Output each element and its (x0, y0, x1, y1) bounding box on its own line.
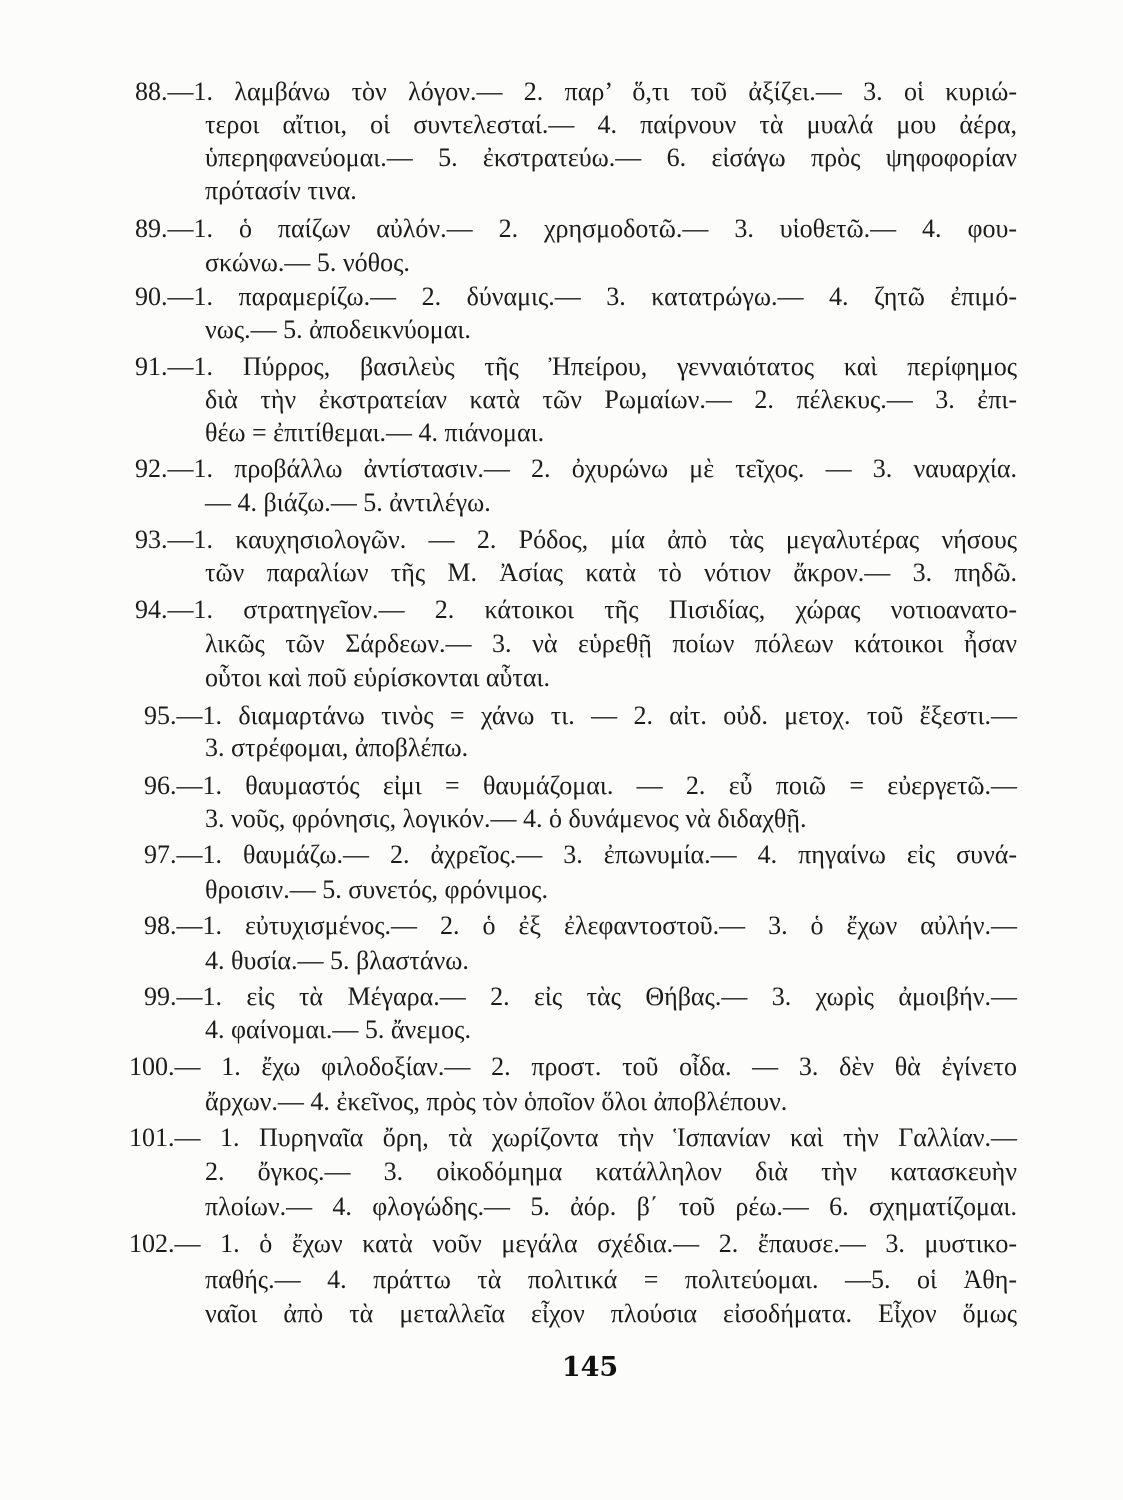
entry-98-line: 98.—1. εὐτυχισμένος.— 2. ὁ ἐξ ἐλεφαντοστοῦ.— 3. ὁ ἔχων αὐλήν.— (144, 911, 1017, 940)
text-line: τῶν παραλίων τῆς Μ. Ἀσίας κατὰ τὸ νότιον ἄκρον.— 3. πηδῶ. (205, 558, 1017, 587)
entry-100-line: 100.— 1. ἔχω φιλοδοξίαν.— 2. προστ. τοῦ οἶδα. — 3. δὲν θὰ ἐγίνετο (129, 1052, 1017, 1081)
entry-94-line: 94.—1. στρατηγεῖον.— 2. κάτοικοι τῆς Πισιδίας, χώρας νοτιοανατο- (135, 595, 1017, 624)
entry-89-line: 89.—1. ὁ παίζων αὐλόν.— 2. χρησμοδοτῶ.— 3. υἱοθετῶ.— 4. φου- (135, 214, 1017, 243)
text-line: τεροι αἴτιοι, οἱ συντελεσταί.— 4. παίρνουν τὰ μυαλά μου ἀέρα, (205, 110, 1017, 139)
entry-99-line: 99.—1. εἰς τὰ Μέγαρα.— 2. εἰς τὰς Θήβας.— 3. χωρὶς ἀμοιβήν.— (144, 982, 1017, 1011)
entry-91-line: 91.—1. Πύρρος, βασιλεὺς τῆς Ἠπείρου, γενναιότατος καὶ περίφημος (135, 352, 1017, 381)
text-line: λικῶς τῶν Σάρδεων.— 3. νὰ εὑρεθῇ ποίων πόλεων κάτοικοι ἦσαν (205, 629, 1017, 658)
entry-90-line: 90.—1. παραμερίζω.— 2. δύναμις.— 3. κατατρώγω.— 4. ζητῶ ἐπιμό- (135, 282, 1017, 311)
text-line: σκώνω.— 5. νόθος. (205, 248, 410, 277)
text-line: 4. φαίνομαι.— 5. ἄνεμος. (205, 1015, 471, 1044)
entry-101-line: 101.— 1. Πυρηναῖα ὄρη, τὰ χωρίζοντα τὴν Ἱσπανίαν καὶ τὴν Γαλλίαν.— (129, 1123, 1017, 1152)
text-line: πρότασίν τινα. (205, 176, 357, 205)
text-line: 4. θυσία.— 5. βλαστάνω. (205, 946, 469, 975)
entry-88-line: 88.—1. λαμβάνω τὸν λόγον.— 2. παρ’ ὅ,τι τοῦ ἀξίζει.— 3. οἱ κυριώ- (135, 77, 1017, 106)
entry-102-line: 102.— 1. ὁ ἔχων κατὰ νοῦν μεγάλα σχέδια.— 2. ἔπαυσε.— 3. μυστικο- (129, 1229, 1017, 1258)
text-line: 2. ὄγκος.— 3. οἰκοδόμημα κατάλληλον διὰ τὴν κατασκευὴν (205, 1157, 1017, 1186)
text-line: 3. νοῦς, φρόνησις, λογικόν.— 4. ὁ δυνάμενος νὰ διδαχθῇ. (205, 804, 807, 833)
page-number: 145 (561, 1352, 619, 1383)
entry-97-line: 97.—1. θαυμάζω.— 2. ἀχρεῖος.— 3. ἐπωνυμία.— 4. πηγαίνω εἰς συνά- (144, 840, 1017, 869)
text-line: ναῖοι ἀπὸ τὰ μεταλλεῖα εἶχον πλούσια εἰσοδήματα. Εἶχον ὅμως (205, 1299, 1017, 1328)
entry-95-line: 95.—1. διαμαρτάνω τινὸς = χάνω τι. — 2. αἰτ. οὐδ. μετοχ. τοῦ ἔξεστι.— (144, 701, 1017, 730)
text-line: θροισιν.— 5. συνετός, φρόνιμος. (205, 875, 548, 904)
text-line: νως.— 5. ἀποδεικνύομαι. (205, 315, 471, 344)
text-line: 3. στρέφομαι, ἀποβλέπω. (205, 733, 469, 762)
text-line: παθής.— 4. πράττω τὰ πολιτικά = πολιτεύομαι. —5. οἱ Ἀθη- (205, 1265, 1017, 1294)
entry-96-line: 96.—1. θαυμαστός εἰμι = θαυμάζομαι. — 2. εὖ ποιῶ = εὐεργετῶ.— (144, 771, 1017, 800)
text-line: θέω = ἐπιτίθεμαι.— 4. πιάνομαι. (205, 418, 545, 447)
text-line: ὑπερηφανεύομαι.— 5. ἐκστρατεύω.— 6. εἰσάγω πρὸς ψηφοφορίαν (205, 143, 1017, 172)
text-line: ἄρχων.— 4. ἐκεῖνος, πρὸς τὸν ὁποῖον ὅλοι ἀποβλέπουν. (205, 1087, 788, 1116)
text-line: πλοίων.— 4. φλογώδης.— 5. ἀόρ. β΄ τοῦ ρέω.— 6. σχηματίζομαι. (205, 1192, 1017, 1221)
entry-93-line: 93.—1. καυχησιολογῶν. — 2. Ρόδος, μία ἀπὸ τὰς μεγαλυτέρας νήσους (135, 525, 1017, 554)
entry-92-line: 92.—1. προβάλλω ἀντίστασιν.— 2. ὀχυρώνω μὲ τεῖχος. — 3. ναυαρχία. (135, 454, 1017, 483)
text-line: διὰ τὴν ἐκστρατείαν κατὰ τῶν Ρωμαίων.— 2. πέλεκυς.— 3. ἐπι- (205, 385, 1017, 414)
text-line: — 4. βιάζω.— 5. ἀντιλέγω. (205, 488, 491, 517)
text-line: οὗτοι καὶ ποῦ εὑρίσκονται αὗται. (205, 663, 550, 692)
